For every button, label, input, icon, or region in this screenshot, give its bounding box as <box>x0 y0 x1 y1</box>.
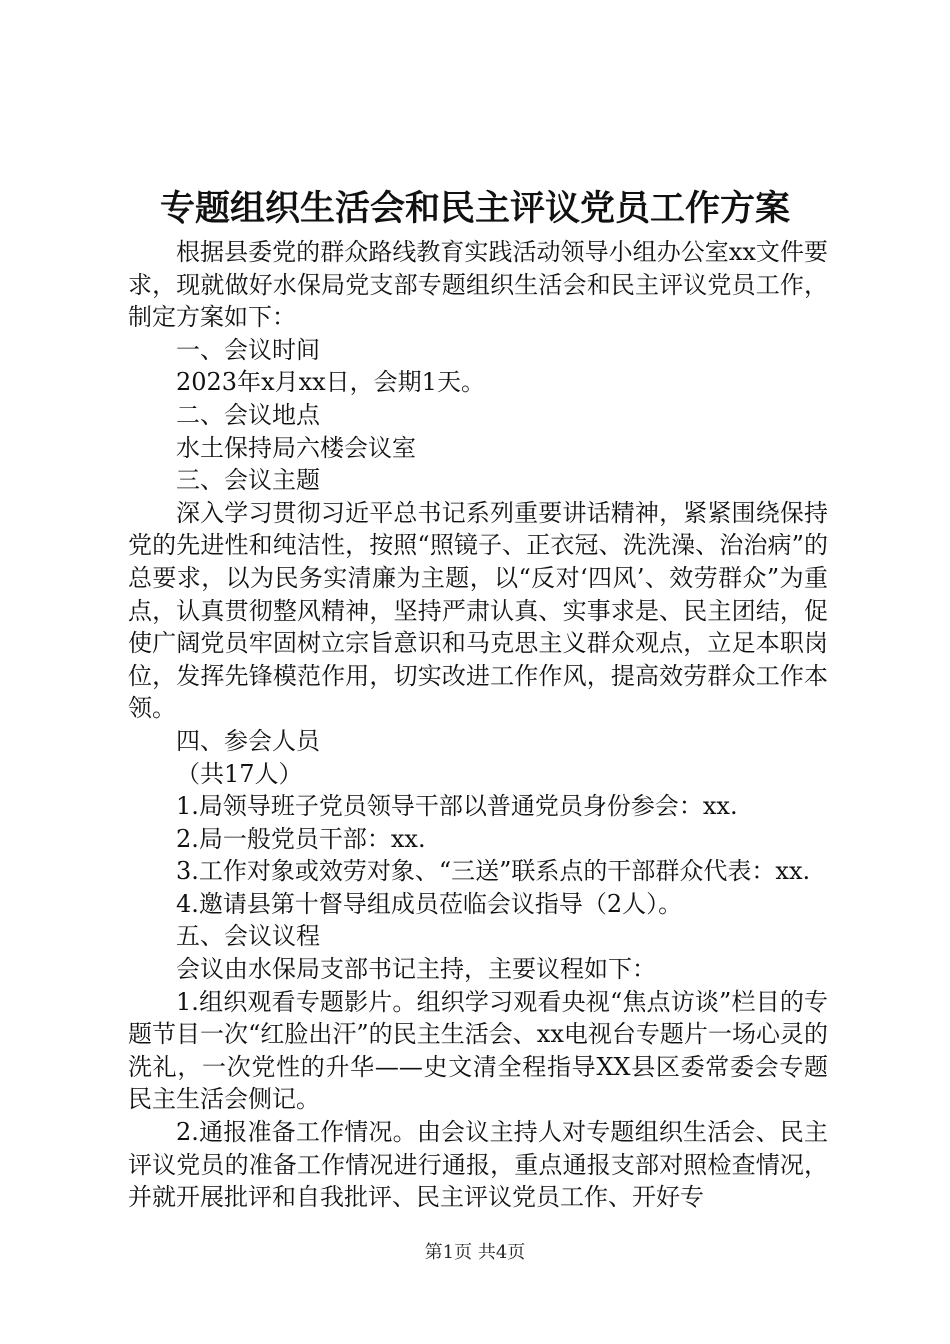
list-item-attendee-4: 4.邀请县第十督导组成员莅临会议指导（2人）。 <box>176 889 683 918</box>
paragraph-intro: 根据县委党的群众路线教育实践活动领导小组办公室xx文件要求，现就做好水保局党支部专题组织生活会和民主评议党员工作，制定方案如下： <box>128 238 828 332</box>
paragraph-theme-content: 深入学习贯彻习近平总书记系列重要讲话精神，紧紧围绕保持党的先进性和纯洁性，按照“照镜子、正衣冠、洗洗澡、治治病”的总要求，以为民务实清廉为主题，以“反对‘四风’、效劳群众”为重点，认真贯彻整风精神，坚持严肃认真、实事求是、民主团结，促使广阔党员牢固树立宗旨意识和马克思主义群众观点，立足本职岗位，发挥先锋模范作用，切实改进工作作风，提高效劳群众工作本领。 <box>128 498 828 723</box>
list-item-agenda-1: 1.组织观看专题影片。组织学习观看央视“焦点访谈”栏目的专题节目一次“红脸出汗”的民主生活会、xx电视台专题片一场心灵的洗礼，一次党性的升华——史文清全程指导XX县区委常委会专题民主生活会侧记。 <box>128 987 828 1114</box>
paragraph-agenda-intro: 会议由水保局支部书记主持，主要议程如下： <box>176 955 656 984</box>
heading-attendees: 四、参会人员 <box>176 726 320 755</box>
list-item-attendee-1: 1.局领导班子党员领导干部以普通党员身份参会：xx. <box>176 792 738 821</box>
heading-agenda: 五、会议议程 <box>176 922 320 951</box>
list-item-agenda-2: 2.通报准备工作情况。由会议主持人对专题组织生活会、民主评议党员的准备工作情况进行通报，重点通报支部对照检查情况，并就开展批评和自我批评、民主评议党员工作、开好专 <box>128 1118 828 1212</box>
paragraph-meeting-date: 2023年x月xx日，会期1天。 <box>176 368 485 397</box>
list-item-attendee-3: 3.工作对象或效劳对象、“三送”联系点的干部群众代表：xx. <box>176 857 811 886</box>
paragraph-attendee-count: （共17人） <box>176 759 303 788</box>
paragraph-meeting-room: 水土保持局六楼会议室 <box>176 433 416 462</box>
list-item-attendee-2: 2.局一般党员干部：xx. <box>176 824 426 853</box>
heading-meeting-time: 一、会议时间 <box>176 335 320 364</box>
page-number-footer: 第1页 共4页 <box>424 1242 526 1263</box>
document-title: 专题组织生活会和民主评议党员工作方案 <box>159 188 790 229</box>
document-body <box>128 236 828 1214</box>
heading-meeting-location: 二、会议地点 <box>176 400 320 429</box>
heading-meeting-theme: 三、会议主题 <box>176 466 320 495</box>
